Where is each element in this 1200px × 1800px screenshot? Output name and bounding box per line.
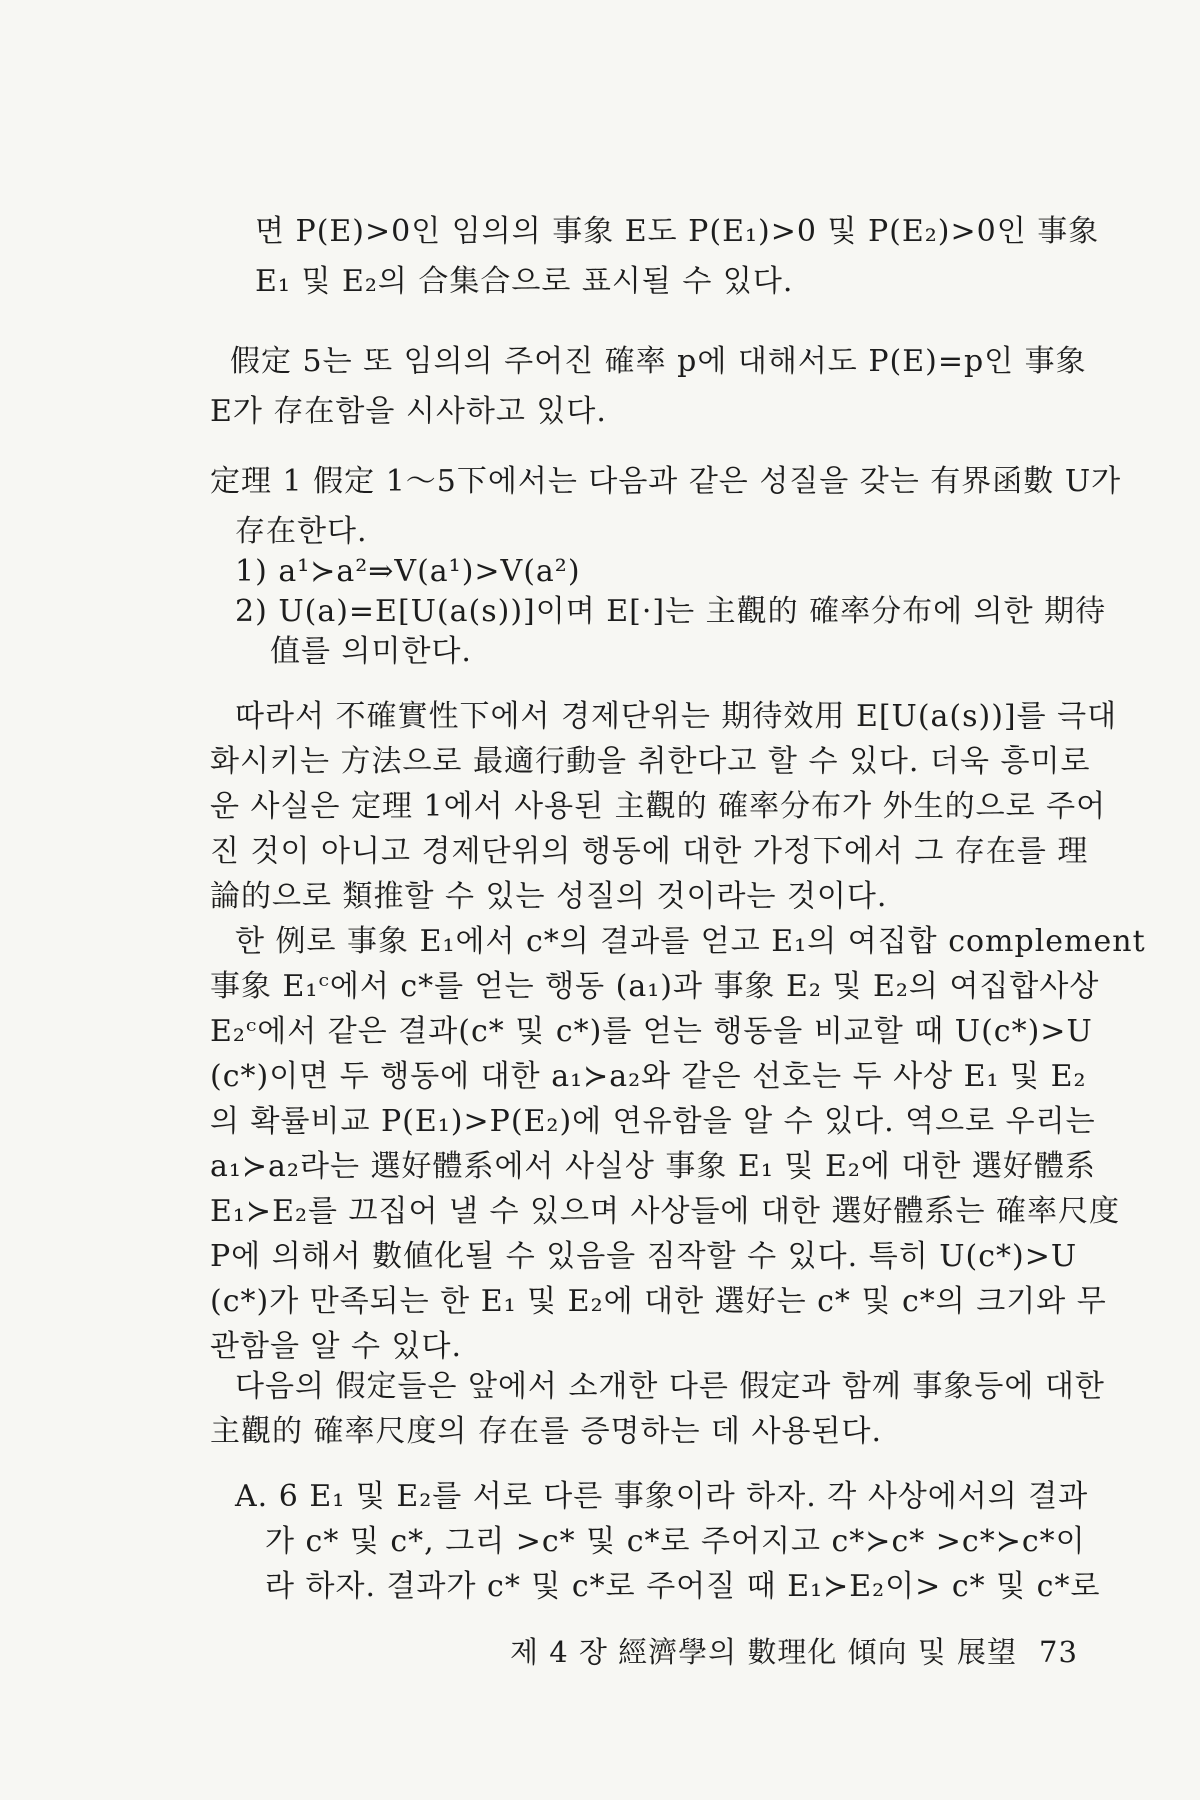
text-line: 值를 의미한다. [270,634,472,669]
assumption-line: A. 6 E₁ 및 E₂를 서로 다른 事象이라 하자. 각 사상에서의 결과 [235,1479,1089,1514]
text-line: 主觀的 確率尺度의 存在를 증명하는 데 사용된다. [210,1414,882,1449]
text-line: 假定 5는 또 임의의 주어진 確率 p에 대해서도 P(E)=p인 事象 [230,344,1087,379]
text-line: 따라서 不確實性下에서 경제단위는 期待效用 E[U(a(s))]를 극대 [235,699,1118,734]
text-line: E₂ᶜ에서 같은 결과(c* 및 c*)를 얻는 행동을 비교할 때 U(c*)>U [210,1014,1093,1049]
text-line: E가 存在함을 시사하고 있다. [210,394,607,429]
text-line: 事象 E₁ᶜ에서 c*를 얻는 행동 (a₁)과 事象 E₂ 및 E₂의 여집합사상 [210,969,1100,1004]
text-line: 운 사실은 定理 1에서 사용된 主觀的 確率分布가 外生的으로 주어 [210,789,1107,824]
text-line: E₁≻E₂를 끄집어 낼 수 있으며 사상들에 대한 選好體系는 確率尺度 [210,1194,1120,1229]
text-line: 한 例로 事象 E₁에서 c*의 결과를 얻고 E₁의 여집합 complement [235,924,1146,959]
text-line: P에 의해서 數値化될 수 있음을 짐작할 수 있다. 특히 U(c*)>U [210,1239,1078,1274]
text-line: 진 것이 아니고 경제단위의 행동에 대한 가정下에서 그 存在를 理 [210,834,1089,869]
text-line: (c*)이면 두 행동에 대한 a₁≻a₂와 같은 선호는 두 사상 E₁ 및 E₂ [210,1059,1087,1094]
theorem-item: 2) U(a)=E[U(a(s))]이며 E[·]는 主觀的 確率分布에 의한 期待 [235,594,1107,629]
text-line: 라 하자. 결과가 c* 및 c*로 주어질 때 E₁≻E₂이> c* 및 c*로 [265,1569,1101,1604]
text-line: 의 확률비교 P(E₁)>P(E₂)에 연유함을 알 수 있다. 역으로 우리는 [210,1104,1096,1139]
text-line: 가 c* 및 c*, 그리 >c* 및 c*로 주어지고 c*≻c* >c*≻c*이 [265,1524,1086,1559]
text-line: (c*)가 만족되는 한 E₁ 및 E₂에 대한 選好는 c* 및 c*의 크기와 무 [210,1284,1107,1319]
text-line: 論的으로 類推할 수 있는 성질의 것이라는 것이다. [210,879,888,914]
page-number: 73 [1039,1635,1078,1669]
text-line: 관함을 알 수 있다. [210,1329,463,1364]
theorem-item: 1) a¹≻a²⇒V(a¹)>V(a²) [235,554,581,589]
text-line: 화시키는 方法으로 最適行動을 취한다고 할 수 있다. 더욱 흥미로 [210,744,1091,779]
page-footer [510,1632,1078,1672]
text-line: 면 P(E)>0인 임의의 事象 E도 P(E₁)>0 및 P(E₂)>0인 事象 [255,214,1100,249]
text-line: E₁ 및 E₂의 合集合으로 표시될 수 있다. [255,264,794,299]
text-line: 存在한다. [235,514,368,549]
text-line: a₁≻a₂라는 選好體系에서 사실상 事象 E₁ 및 E₂에 대한 選好體系 [210,1149,1096,1184]
running-footer-title: 제 4 장 經濟學의 數理化 傾向 및 展望 [510,1635,1018,1669]
text-line: 다음의 假定들은 앞에서 소개한 다른 假定과 함께 事象등에 대한 [235,1369,1105,1404]
theorem-heading-line: 定理 1 假定 1～5下에서는 다음과 같은 성질을 갖는 有界函數 U가 [210,464,1122,499]
